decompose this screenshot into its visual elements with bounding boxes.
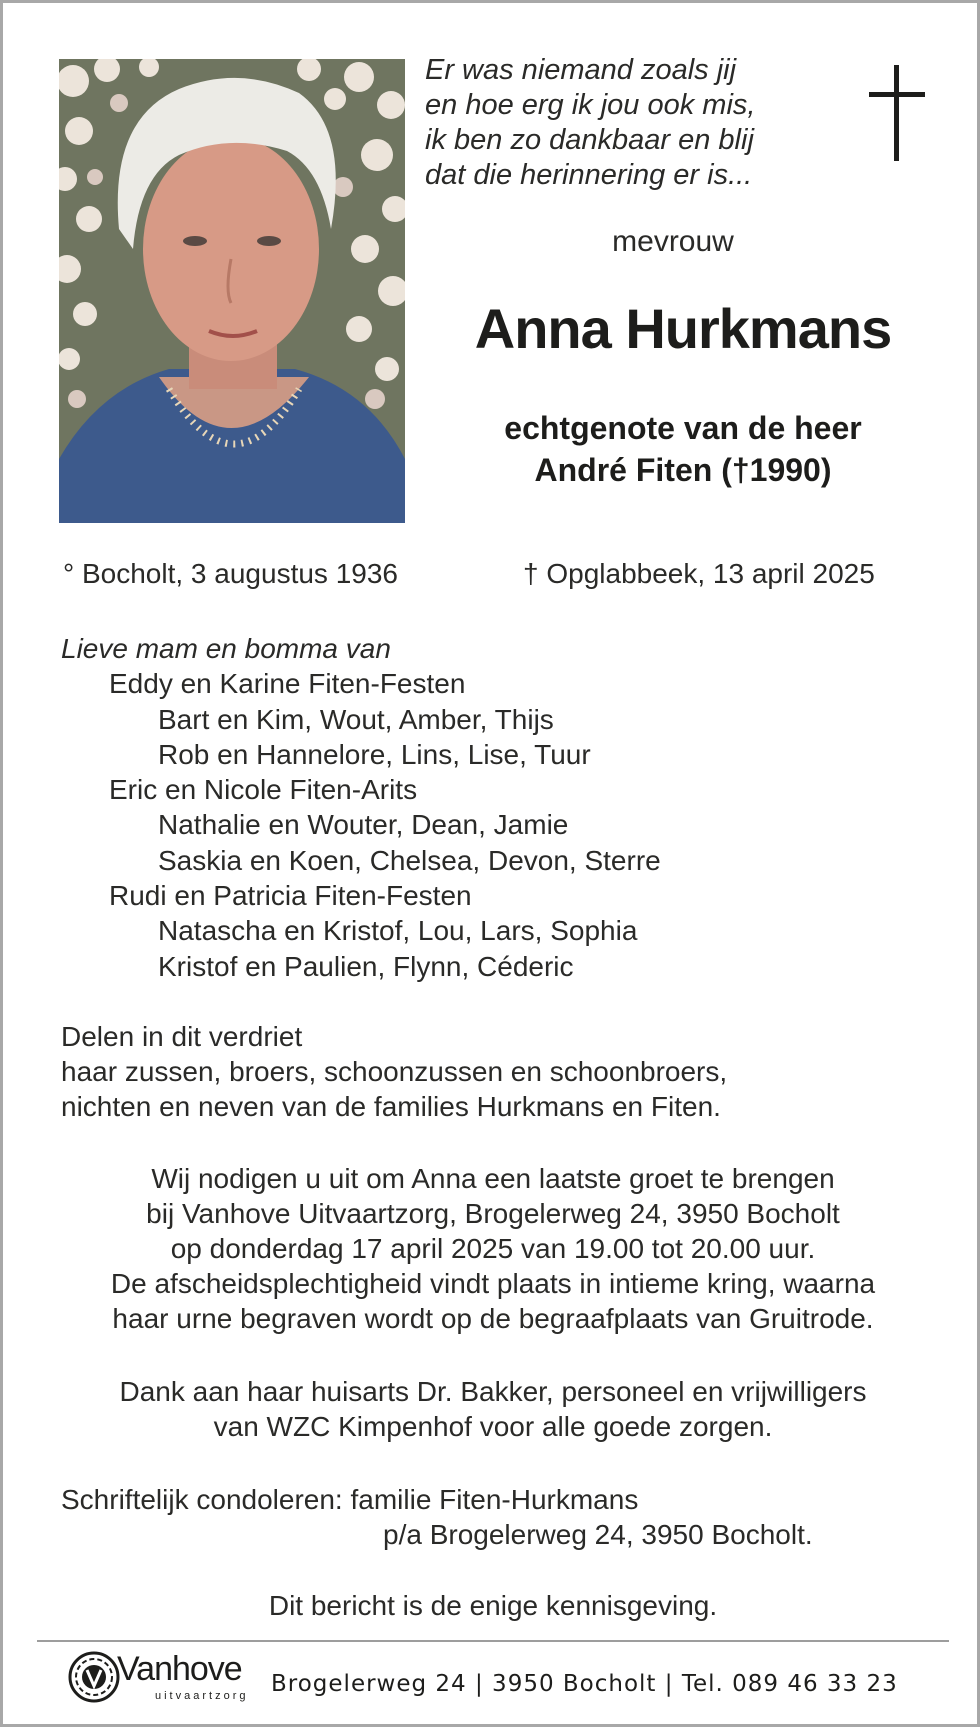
poem-line: en hoe erg ik jou ook mis, [425,89,756,121]
thanks-text [43,1374,943,1444]
logo-name: Vanhove [117,1650,242,1688]
child-family: Eric en Nicole Fiten-Arits [109,774,418,806]
grandchild-family: Nathalie en Wouter, Dean, Jamie [158,809,569,841]
family-list [61,631,941,984]
mourners-text [61,1019,941,1124]
poem-line: Er was niemand zoals jij [425,54,737,86]
portrait-photo [59,59,405,523]
footer-contact: Brogelerweg 24 | 3950 Bocholt | Tel. 089 46 33 23 [271,1671,898,1697]
poem-line: dat die herinnering er is... [425,159,753,191]
family-intro: Lieve mam en bomma van [61,633,391,664]
grandchild-family: Kristof en Paulien, Flynn, Céderic [158,950,574,982]
condolence-line: Schriftelijk condoleren: familie Fiten-Hurkmans [61,1484,639,1515]
invitation-line: haar urne begraven wordt op de begraafplaats van Gruitrode. [112,1303,874,1334]
logo-subtitle: uitvaartzorg [155,1690,249,1702]
invitation-line: De afscheidsplechtigheid vindt plaats in intieme kring, waarna [110,1268,876,1299]
child-family: Eddy en Karine Fiten-Festen [109,668,466,700]
logo-emblem-icon [67,1650,121,1704]
mourners-line: Delen in dit verdriet [61,1021,303,1052]
funeral-home-logo [67,1648,257,1714]
spouse-line: echtgenote van de heer [504,410,862,446]
deceased-name: Anna Hurkmans [474,297,892,360]
condolence-address [61,1482,941,1552]
thanks-line: Dank aan haar huisarts Dr. Bakker, personeel en vrijwilligers [119,1376,867,1407]
memorial-poem [425,53,805,193]
invitation-line: Wij nodigen u uit om Anna een laatste groet te brengen [151,1163,835,1194]
honorific: mevrouw [612,225,734,258]
notice-text: Dit bericht is de enige kennisgeving. [268,1590,718,1621]
poem-line: ik ben zo dankbaar en blij [425,124,754,156]
cross-icon [869,65,925,161]
death-date: † Opglabbeek, 13 april 2025 [523,558,875,589]
grandchild-family: Bart en Kim, Wout, Amber, Thijs [158,703,554,735]
footer-divider [37,1640,949,1642]
thanks-line: van WZC Kimpenhof voor alle goede zorgen. [213,1411,773,1442]
child-family: Rudi en Patricia Fiten-Festen [109,880,472,912]
grandchild-family: Rob en Hannelore, Lins, Lise, Tuur [158,738,591,770]
birth-date: ° Bocholt, 3 augustus 1936 [63,558,398,589]
grandchild-family: Natascha en Kristof, Lou, Lars, Sophia [158,915,638,947]
invitation-line: bij Vanhove Uitvaartzorg, Brogelerweg 24, 3950 Bocholt [146,1198,840,1229]
spouse-info [433,407,933,491]
spouse-line: André Fiten (†1990) [534,452,832,488]
invitation-line: op donderdag 17 april 2025 van 19.00 tot 20.00 uur. [170,1233,816,1264]
condolence-line: p/a Brogelerweg 24, 3950 Bocholt. [383,1519,813,1550]
grandchild-family: Saskia en Koen, Chelsea, Devon, Sterre [158,844,661,876]
invitation-text [43,1161,943,1336]
mourners-line: haar zussen, broers, schoonzussen en schoonbroers, [61,1056,728,1087]
mourners-line: nichten en neven van de families Hurkmans en Fiten. [61,1091,721,1122]
